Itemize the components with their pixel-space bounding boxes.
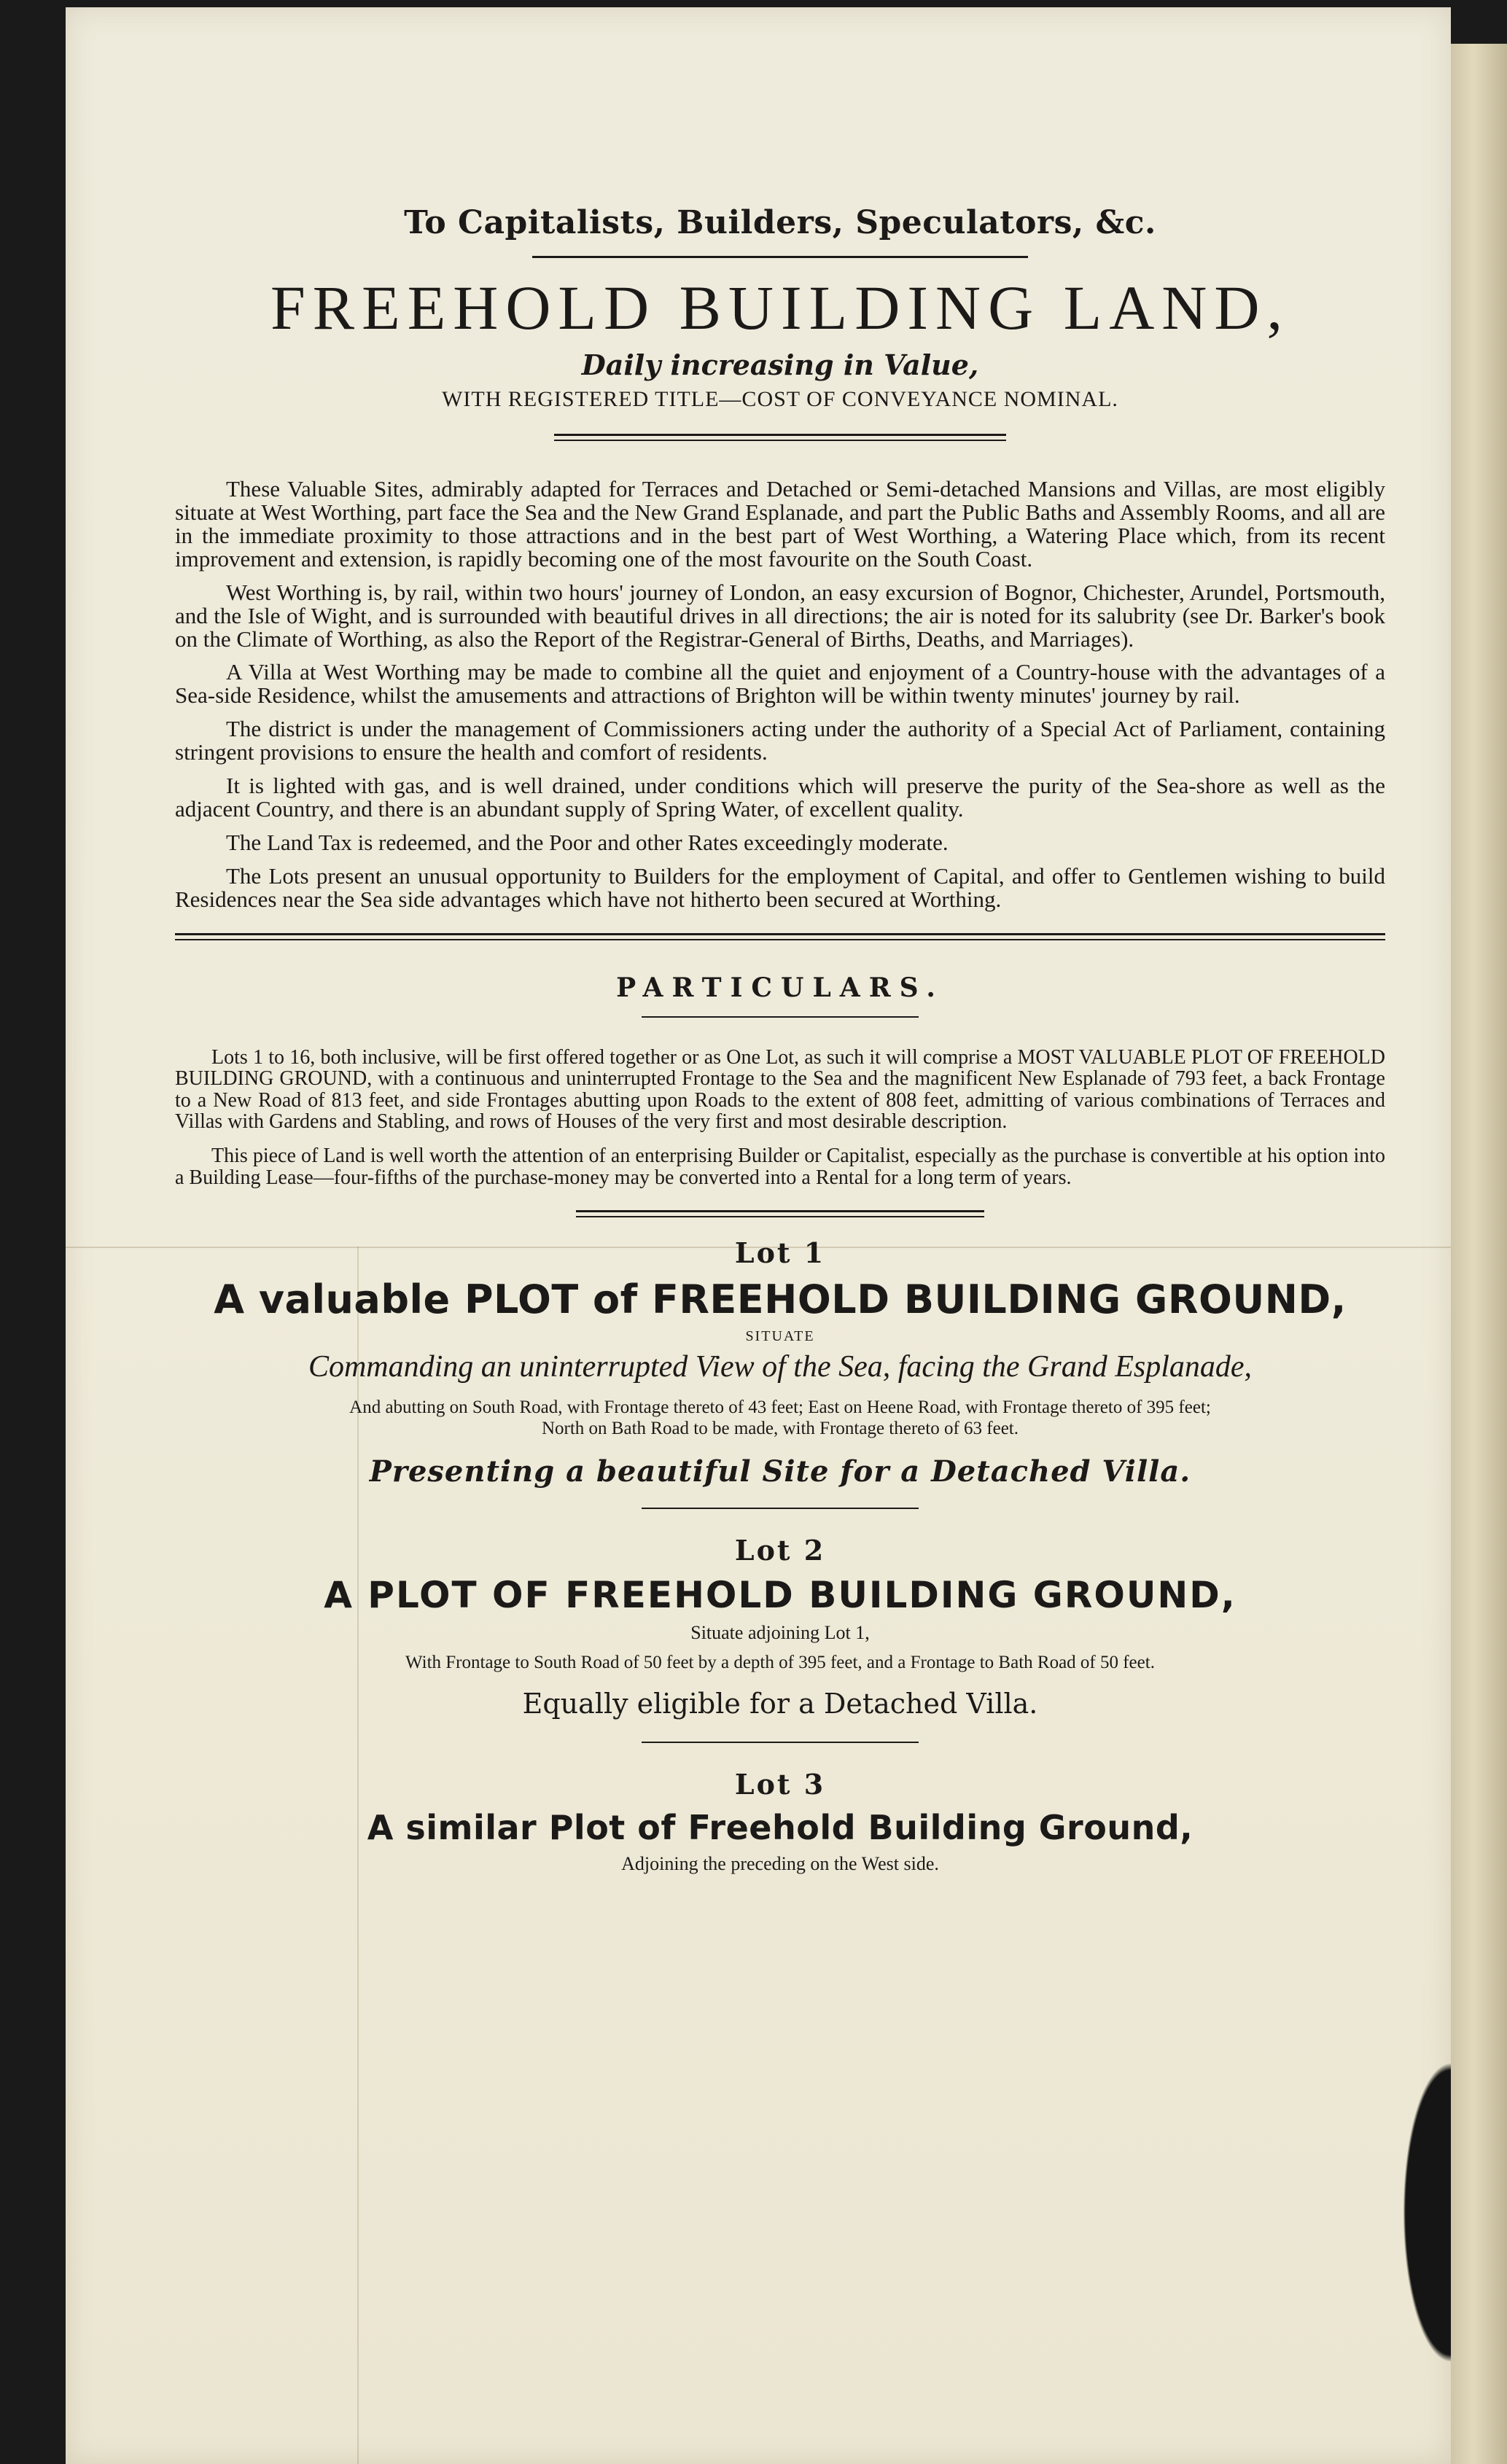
lot-2-title: A PLOT OF FREEHOLD BUILDING GROUND, — [324, 1573, 1237, 1616]
lot-3-title: A similar Plot of Freehold Building Ground, — [367, 1808, 1193, 1848]
divider — [642, 1508, 919, 1509]
lot-3-label: Lot 3 — [734, 1768, 826, 1801]
auction-broadsheet — [66, 7, 1451, 2464]
lot-1-label: Lot 1 — [734, 1236, 826, 1270]
main-title: FREEHOLD BUILDING LAND, — [270, 273, 1290, 343]
registered-title-line: WITH REGISTERED TITLE—COST OF CONVEYANCE NOMINAL. — [442, 387, 1118, 411]
lot-1-abutting — [175, 1397, 1385, 1440]
section-divider — [175, 933, 1385, 940]
addressee-line: To Capitalists, Builders, Speculators, &c. — [404, 204, 1156, 241]
lot-1-note: Presenting a beautiful Site for a Detached Villa. — [369, 1454, 1191, 1489]
intro-paragraph: West Worthing is, by rail, within two hours' journey of London, an easy excursion of Bognor, Chichester, Arundel, Portsmouth, and the Isle of Wight, and is surrounded with beautiful drives in all directions; the air is noted for its salubrity (see Dr. Barker's book on the Climate of Worthing, as also the Report of the Registrar-General of Births, Deaths, and Marriages). — [175, 579, 1385, 652]
lot-1-commanding: Commanding an uninterrupted View of the Sea, facing the Grand Esplanade, — [308, 1350, 1253, 1384]
lot-1-situate: SITUATE — [745, 1328, 815, 1345]
divider — [576, 1210, 984, 1217]
lot-2-label: Lot 2 — [734, 1533, 826, 1567]
intro-paragraph: A Villa at West Worthing may be made to combine all the quiet and enjoyment of a Country-house with the advantages of a Sea-side Residence, whilst the amusements and attractions of Brighton will be within twenty minutes' journey by rail. — [175, 659, 1385, 709]
double-divider — [554, 434, 1006, 441]
adjacent-sheet-edge — [1451, 44, 1507, 2464]
intro-paragraph: The Land Tax is redeemed, and the Poor and other Rates exceedingly moderate. — [226, 829, 949, 855]
torn-corner — [1371, 1961, 1451, 2464]
lot-1-abutting-line: North on Bath Road to be made, with Frontage thereto of 63 feet. — [541, 1418, 1019, 1438]
particulars-paragraph: This piece of Land is well worth the attention of an enterprising Builder or Capitalist, especially as the purchase is convertible at his option into a Building Lease—four-fifths of the purchase-money may be converted into a Rental for a long term of years. — [175, 1145, 1385, 1189]
intro-paragraph: It is lighted with gas, and is well drained, under conditions which will preserve the purity of the Sea-shore as well as the adjacent Country, and there is an abundant supply of Spring Water, of excellent quality. — [175, 773, 1385, 822]
intro-paragraph: The Lots present an unusual opportunity to Builders for the employment of Capital, and offer to Gentlemen wishing to build Residences near the Sea side advantages which have not hitherto been secured at Worthing. — [175, 862, 1385, 912]
particulars-paragraph: Lots 1 to 16, both inclusive, will be first offered together or as One Lot, as such it will comprise a MOST VALUABLE PLOT OF FREEHOLD BUILDING GROUND, with a continuous and uninterrupted Frontage to the Sea and the magnificent New Esplanade of 793 feet, a back Frontage to a New Road of 813 feet, and side Frontages abutting upon Roads to the extent of 808 feet, admitting of various combinations of Terraces and Villas with Gardens and Stabling, and rows of Houses of the very first and most desirable description. — [175, 1045, 1385, 1133]
document-body — [175, 175, 1385, 1875]
lot-1-title: A valuable PLOT of FREEHOLD BUILDING GROUND, — [214, 1276, 1347, 1323]
lot-2-frontage: With Frontage to South Road of 50 feet by a depth of 395 feet, and a Frontage to Bath Road of 50 feet. — [405, 1652, 1155, 1672]
lot-2-note: Equally eligible for a Detached Villa. — [522, 1688, 1038, 1720]
divider — [642, 1016, 919, 1018]
lot-2-situate: Situate adjoining Lot 1, — [690, 1621, 870, 1643]
lot-1-abutting-line: And abutting on South Road, with Frontage thereto of 43 feet; East on Heene Road, with Frontage thereto of 395 feet; — [349, 1397, 1211, 1418]
subtitle: Daily increasing in Value, — [581, 348, 979, 381]
lot-3-adjoining: Adjoining the preceding on the West side. — [621, 1853, 939, 1875]
particulars-heading: PARTICULARS. — [616, 972, 944, 1003]
intro-paragraph: The district is under the management of Commissioners acting under the authority of a Special Act of Parliament, containing stringent provisions to ensure the health and comfort of residents. — [175, 716, 1385, 765]
intro-paragraph: These Valuable Sites, admirably adapted for Terraces and Detached or Semi-detached Mansions and Villas, are most eligibly situate at West Worthing, part face the Sea and the New Grand Esplanade, and part the Public Baths and Assembly Rooms, and all are in the immediate proximity to those attractions and in the best part of West Worthing, a Watering Place which, from its recent improvement and extension, is rapidly becoming one of the most favourite on the South Coast. — [175, 476, 1385, 572]
divider — [642, 1742, 919, 1743]
divider — [532, 256, 1028, 258]
